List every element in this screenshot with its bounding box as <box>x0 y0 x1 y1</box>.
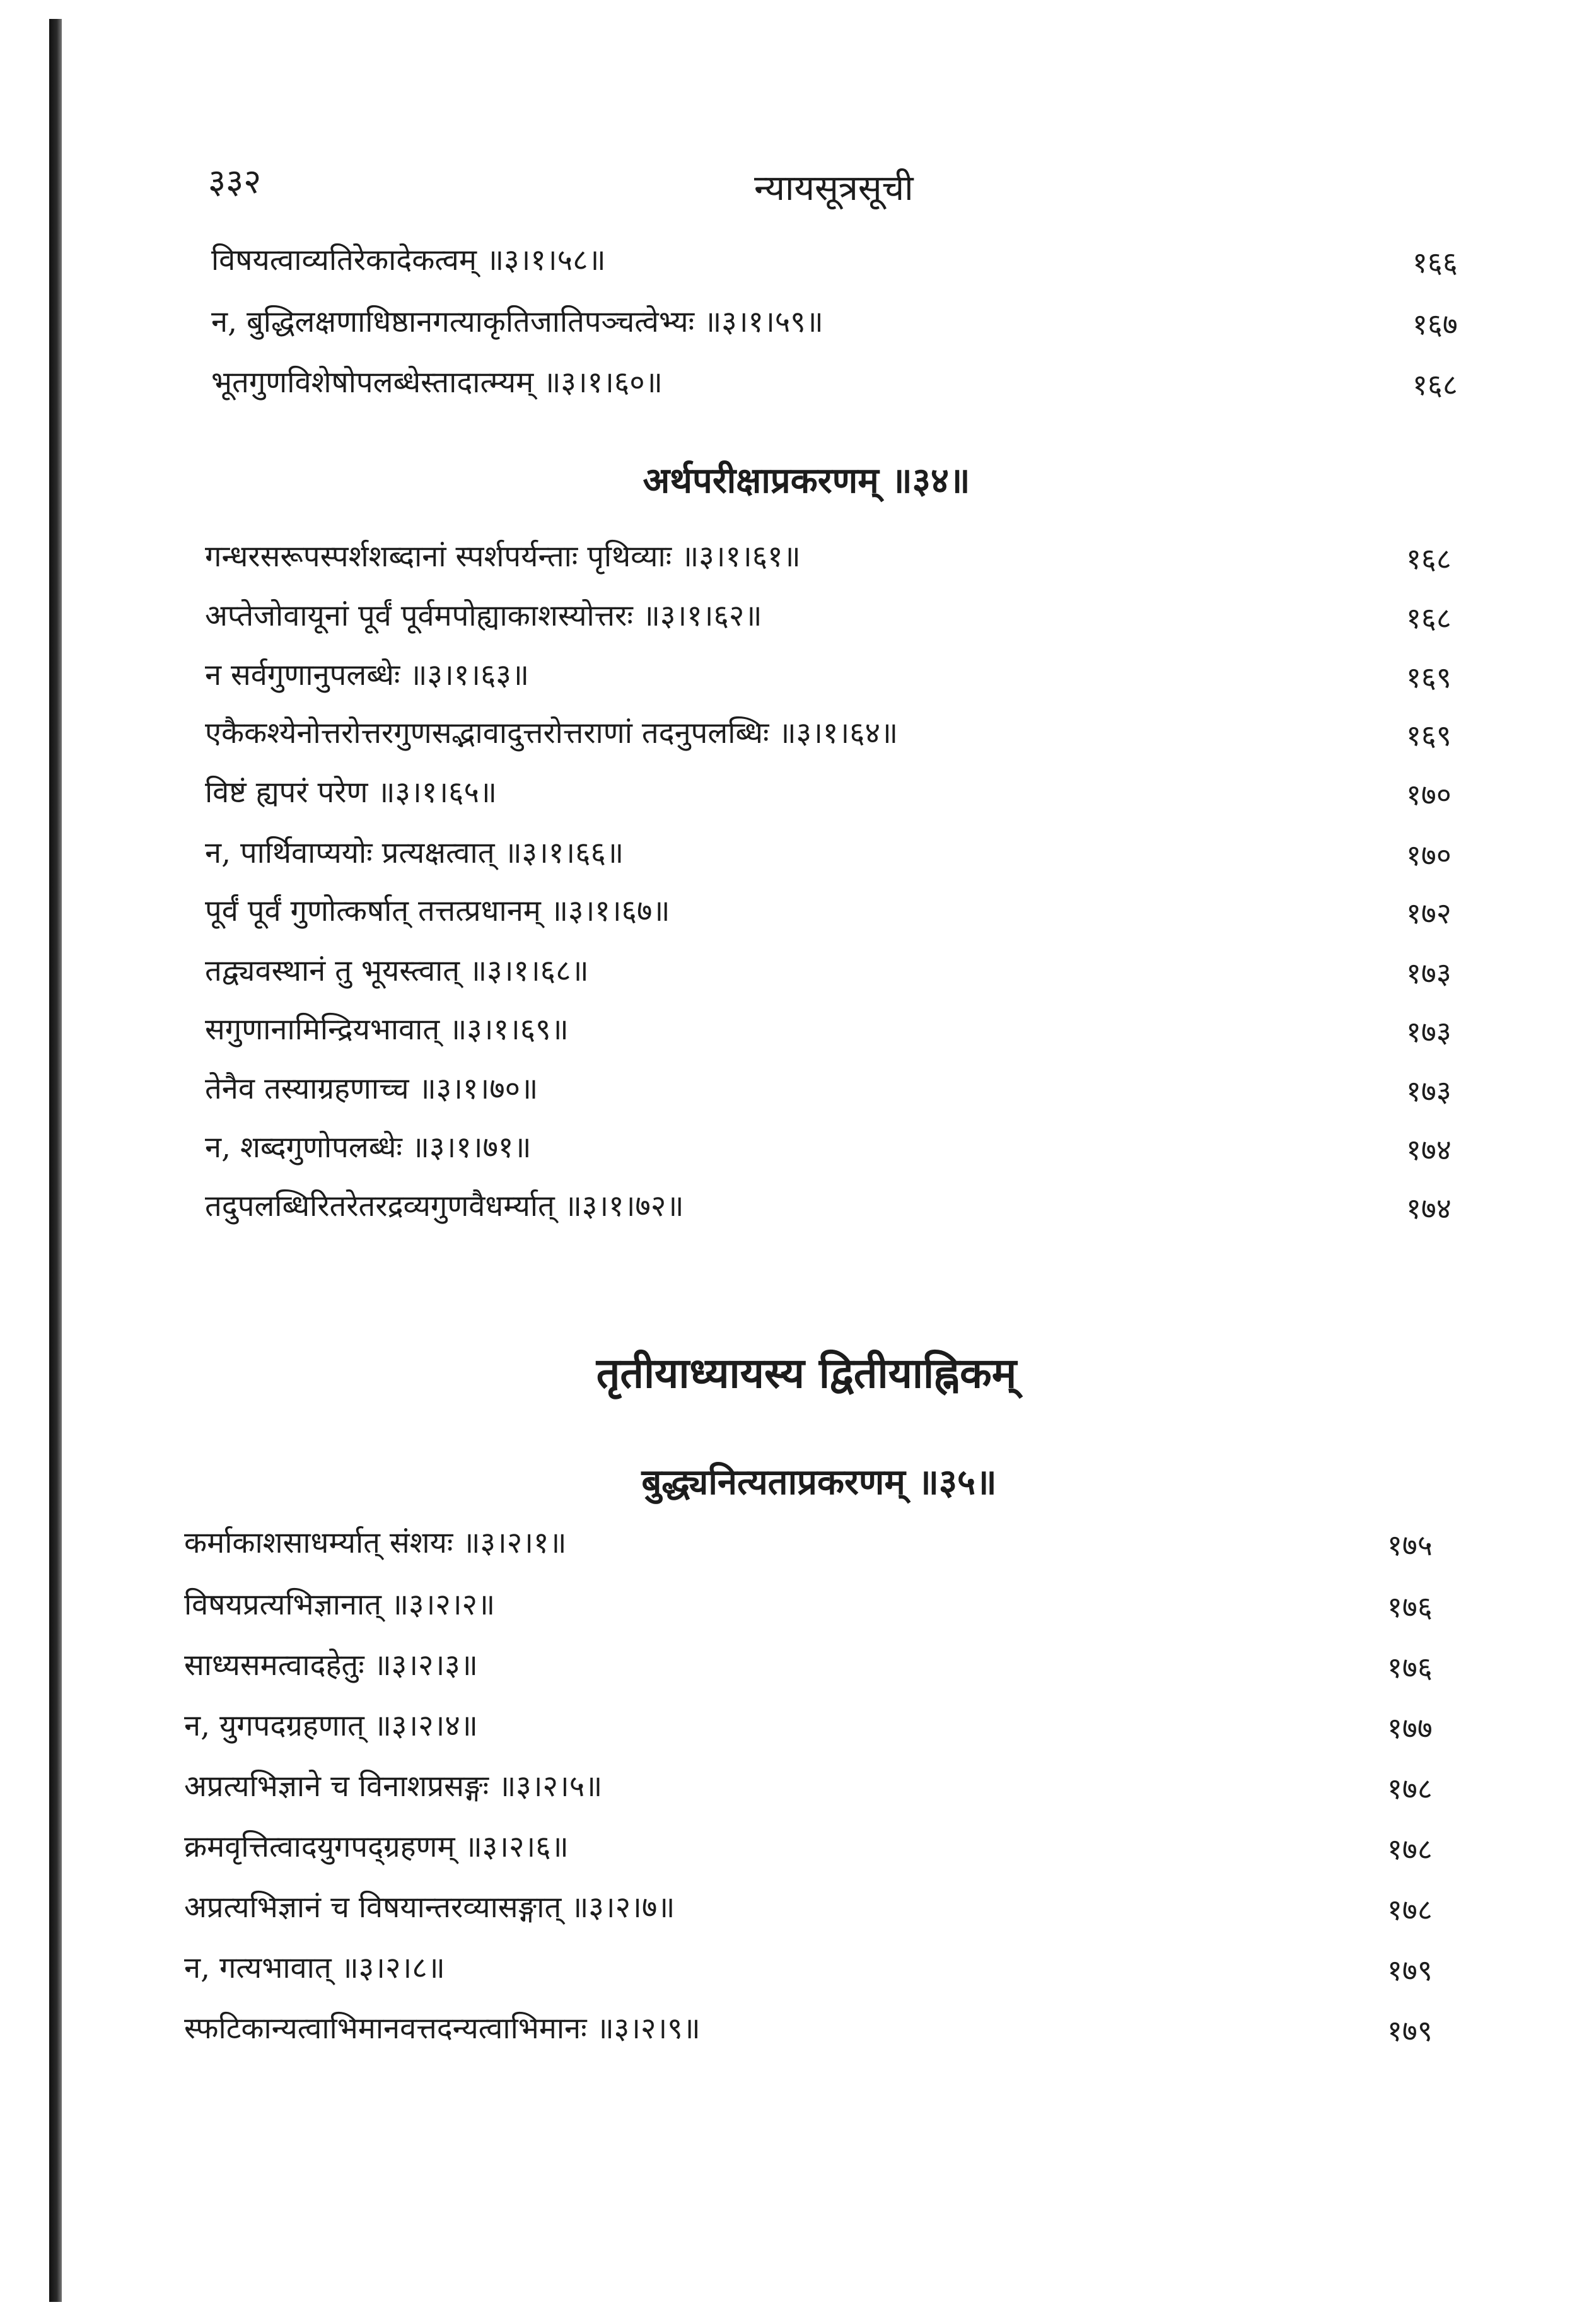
sutra-page-number: १७६ <box>1387 1650 1433 1685</box>
sutra-entry <box>211 238 1475 283</box>
sutra-page-number: १७८ <box>1387 1893 1433 1927</box>
sutra-entry <box>205 1008 1469 1052</box>
sutra-entry <box>205 949 1469 993</box>
sutra-page-number: १७७ <box>1387 1711 1433 1745</box>
sutra-page-number: १७२ <box>1406 896 1451 930</box>
sutra-page-number: १६९ <box>1406 718 1451 752</box>
sutra-entry <box>184 1704 1450 1748</box>
sutra-entry <box>205 889 1469 933</box>
sutra-text: क्रमवृत्तित्वादयुगपद्ग्रहणम् ॥३।२।६॥ <box>184 1830 569 1864</box>
sutra-text: न सर्वगुणानुपलब्धेः ॥३।१।६३॥ <box>205 658 529 692</box>
sutra-entry <box>205 831 1469 875</box>
sutra-text: गन्धरसरूपस्पर्शशब्दानां स्पर्शपर्यन्ताः पृथिव्याः ॥३।१।६१॥ <box>205 539 801 574</box>
running-title: न्यायसूत्रसूची <box>754 168 914 209</box>
sutra-page-number: १७३ <box>1406 1015 1451 1049</box>
sutra-text: साध्यसमत्वादहेतुः ॥३।२।३॥ <box>184 1648 478 1683</box>
sutra-entry <box>205 594 1469 638</box>
sutra-entry <box>184 1521 1450 1565</box>
sutra-text: तेनैव तस्याग्रहणाच्च ॥३।१।७०॥ <box>205 1071 538 1106</box>
sutra-page-number: १७३ <box>1406 1074 1451 1108</box>
sutra-text: एकैकश्येनोत्तरोत्तरगुणसद्भावादुत्तरोत्तराणां तदनुपलब्धिः ॥३।१।६४॥ <box>205 716 899 750</box>
sutra-text: सगुणानामिन्द्रियभावात् ॥३।१।६९॥ <box>205 1012 569 1047</box>
sutra-page-number: १७५ <box>1387 1528 1433 1562</box>
sutra-entry <box>205 1184 1469 1229</box>
section-heading-artha-pariksha: अर्थपरीक्षाप्रकरणम् ॥३४॥ <box>643 460 970 501</box>
sutra-text: न, पार्थिवाप्ययोः प्रत्यक्षत्वात् ॥३।१।६६॥ <box>205 836 624 870</box>
sutra-entry <box>205 771 1469 815</box>
sutra-text: विषयत्वाव्यतिरेकादेकत्वम् ॥३।१।५८॥ <box>211 243 606 277</box>
sutra-page-number: १६८ <box>1406 542 1451 576</box>
sutra-text: स्फटिकान्यत्वाभिमानवत्तदन्यत्वाभिमानः ॥३।२।९॥ <box>184 2011 701 2046</box>
sutra-page-number: १७६ <box>1387 1590 1433 1624</box>
sutra-entry <box>205 653 1469 698</box>
sutra-entry <box>205 1126 1469 1170</box>
sutra-text: न, युगपदग्रहणात् ॥३।२।४॥ <box>184 1708 478 1743</box>
sutra-entry <box>184 2007 1450 2051</box>
sutra-page-number: १७४ <box>1406 1191 1451 1225</box>
chapter-heading: तृतीयाध्यायस्य द्वितीयाह्निकम् <box>596 1348 1017 1398</box>
sutra-text: न, बुद्धिलक्षणाधिष्ठानगत्याकृतिजातिपञ्चत्वेभ्यः ॥३।१।५९॥ <box>211 305 823 339</box>
sutra-page-number: १७० <box>1406 838 1451 872</box>
page-number: ३३२ <box>208 161 262 201</box>
sutra-entry <box>184 1825 1450 1869</box>
sutra-entry <box>205 535 1469 579</box>
section-heading-buddhi-anityata: बुद्ध्यनित्यताप्रकरणम् ॥३५॥ <box>641 1461 997 1503</box>
sutra-page-number: १७९ <box>1387 1953 1433 1987</box>
sutra-entry <box>184 1765 1450 1809</box>
sutra-text: अप्तेजोवायूनां पूर्वं पूर्वमपोह्याकाशस्योत्तरः ॥३।१।६२॥ <box>205 599 762 633</box>
sutra-page-number: १७४ <box>1406 1133 1451 1167</box>
sutra-text: तदुपलब्धिरितरेतरद्रव्यगुणवैधर्म्यात् ॥३।१।७२॥ <box>205 1189 684 1223</box>
sutra-entry <box>205 711 1469 756</box>
sutra-page-number: १६९ <box>1406 660 1451 694</box>
sutra-text: न, शब्दगुणोपलब्धेः ॥३।१।७१॥ <box>205 1130 532 1165</box>
sutra-text: विष्टं ह्यपरं परेण ॥३।१।६५॥ <box>205 775 497 810</box>
sutra-page-number: १७३ <box>1406 956 1451 990</box>
sutra-entry <box>211 300 1475 344</box>
sutra-entry <box>184 1644 1450 1688</box>
sutra-text: कर्माकाशसाधर्म्यात् संशयः ॥३।२।१॥ <box>184 1526 567 1560</box>
sutra-page-number: १७९ <box>1387 2014 1433 2048</box>
sutra-page-number: १६६ <box>1412 245 1458 279</box>
sutra-entry <box>184 1583 1450 1627</box>
sutra-page-number: १६७ <box>1412 307 1458 341</box>
sutra-entry <box>211 361 1475 405</box>
sutra-text: अप्रत्यभिज्ञाने च विनाशप्रसङ्गः ॥३।२।५॥ <box>184 1769 603 1804</box>
sutra-text: भूतगुणविशेषोपलब्धेस्तादात्म्यम् ॥३।१।६०॥ <box>211 365 663 400</box>
sutra-entry <box>205 1067 1469 1111</box>
sutra-text: अप्रत्यभिज्ञानं च विषयान्तरव्यासङ्गात् ॥३।२।७॥ <box>184 1890 675 1925</box>
sutra-text: तद्व्यवस्थानं तु भूयस्त्वात् ॥३।१।६८॥ <box>205 954 589 988</box>
sutra-page-number: १७८ <box>1387 1832 1433 1866</box>
sutra-page-number: १६८ <box>1406 601 1451 635</box>
sutra-page-number: १७० <box>1406 778 1451 812</box>
sutra-page-number: १७८ <box>1387 1772 1433 1806</box>
sutra-page-number: १६८ <box>1412 368 1458 402</box>
sutra-entry <box>184 1946 1450 1990</box>
sutra-entry <box>184 1886 1450 1930</box>
sutra-text: पूर्वं पूर्वं गुणोत्कर्षात् तत्तत्प्रधानम् ॥३।१।६७॥ <box>205 894 670 928</box>
sutra-text: विषयप्रत्यभिज्ञानात् ॥३।२।२॥ <box>184 1587 496 1622</box>
sutra-text: न, गत्यभावात् ॥३।२।८॥ <box>184 1951 445 1985</box>
